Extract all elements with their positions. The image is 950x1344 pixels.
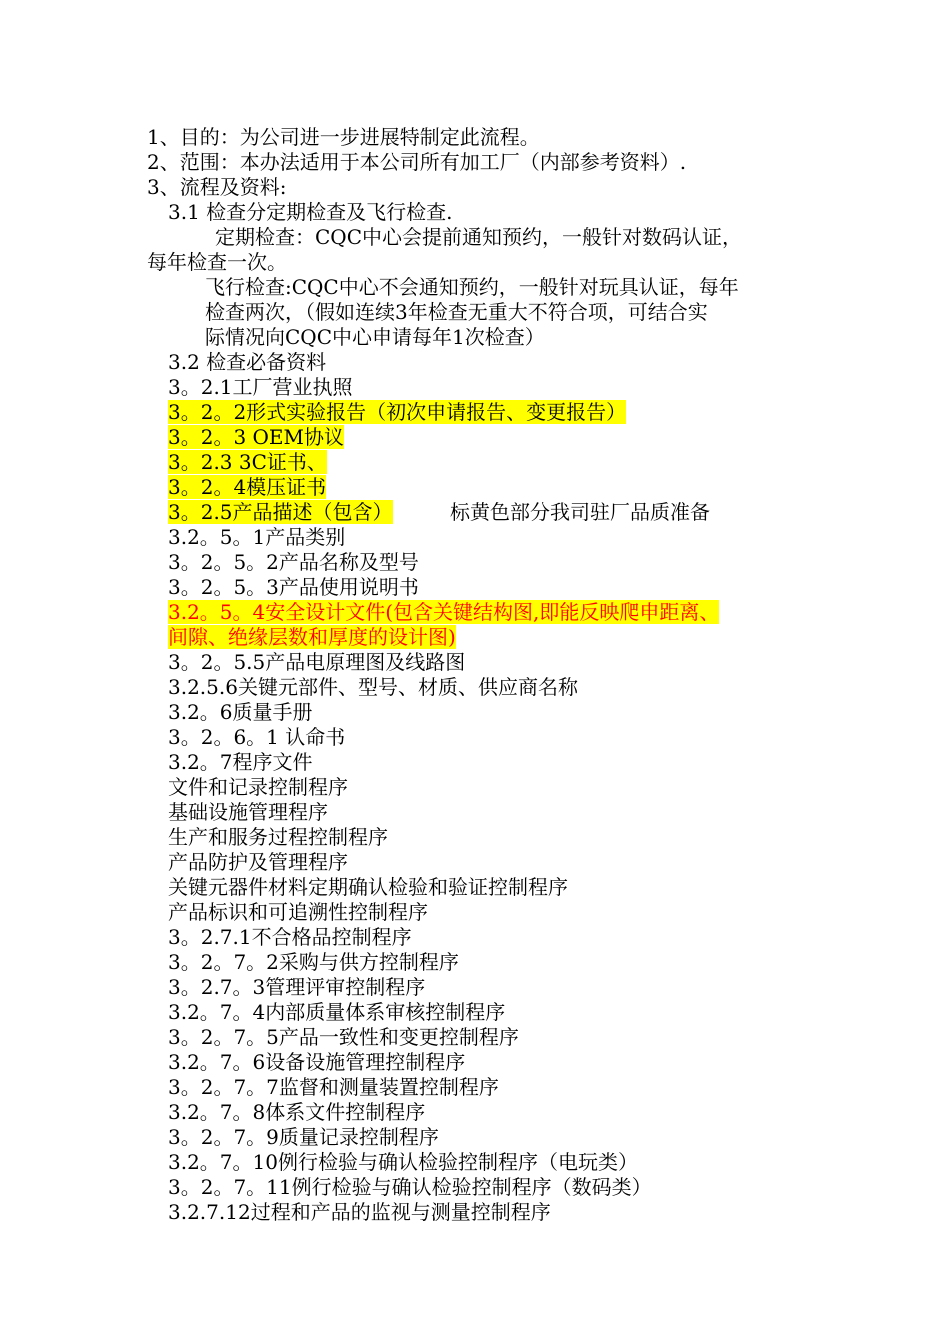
procedure-infrastructure: 基础设施管理程序 [168,800,328,824]
procedure-identification: 产品标识和可追溯性控制程序 [168,900,428,924]
item-3-2-1: 3。2.1工厂营业执照 [168,375,353,399]
process-line: 3、流程及资料: [147,175,287,199]
item-3-2-7-2: 3。2。7。2采购与供方控制程序 [168,950,459,974]
highlighted-text: 3。2。4模压证书 [168,475,327,499]
item-3-2-5-2: 3。2。5。2产品名称及型号 [168,550,419,574]
procedure-documents: 文件和记录控制程序 [168,775,348,799]
regular-check-line-2: 每年检查一次。 [147,250,287,274]
flight-check-line-1: 飞行检查:CQC中心不会通知预约，一般针对玩具认证，每年 [205,275,739,299]
yellow-note: 标黄色部分我司驻厂品质准备 [450,500,710,524]
highlighted-text: 3。2.3 3C证书、 [168,450,327,474]
item-3-2-7-6: 3.2。7。6设备设施管理控制程序 [168,1050,466,1074]
procedure-protection: 产品防护及管理程序 [168,850,348,874]
procedure-key-components: 关键元器件材料定期确认检验和验证控制程序 [168,875,568,899]
item-3-2-7-4: 3.2。7。4内部质量体系审核控制程序 [168,1000,506,1024]
item-3-2-7-10: 3.2。7。10例行检验与确认检验控制程序（电玩类） [168,1150,638,1174]
highlighted-red-text: 3.2。5。4安全设计文件(包含关键结构图,即能反映爬申距离、 [168,600,720,624]
item-3-2-3 [168,425,344,450]
scope-line: 2、范围：本办法适用于本公司所有加工厂（内部参考资料）. [147,150,687,174]
regular-check-line-1: 定期检查：CQC中心会提前通知预约，一般针对数码认证， [215,225,743,249]
item-3-2-3b [168,450,327,475]
item-3-2-6-1: 3。2。6。1 认命书 [168,725,346,749]
item-3-2-7-9: 3。2。7。9质量记录控制程序 [168,1125,439,1149]
item-3-2-7-3: 3。2.7。3管理评审控制程序 [168,975,426,999]
item-3-2-5-6: 3.2.5.6关键元部件、型号、材质、供应商名称 [168,675,578,699]
procedure-production: 生产和服务过程控制程序 [168,825,388,849]
flight-check-line-2: 检查两次，（假如连续3年检查无重大不符合项，可结合实 [205,300,708,324]
item-3-2-7-7: 3。2。7。7监督和测量装置控制程序 [168,1075,499,1099]
item-3-2-5-5: 3。2。5.5产品电原理图及线路图 [168,650,466,674]
flight-check-line-3: 际情况向CQC中心申请每年1次检查） [205,325,545,349]
item-3-2-6: 3.2。6质量手册 [168,700,313,724]
highlighted-text: 3。2。2形式实验报告（初次申请报告、变更报告） [168,400,627,424]
highlighted-text: 3。2.5产品描述（包含） [168,500,393,524]
item-3-2-5-1: 3.2。5。1产品类别 [168,525,346,549]
section-3-1: 3.1 检查分定期检查及飞行检查. [168,200,453,224]
item-3-2-4 [168,475,326,500]
item-3-2-2 [168,400,626,425]
item-3-2-7-5: 3。2。7。5产品一致性和变更控制程序 [168,1025,519,1049]
item-3-2-7-12: 3.2.7.12过程和产品的监视与测量控制程序 [168,1200,551,1224]
item-3-2-5-3: 3。2。5。3产品使用说明书 [168,575,419,599]
item-3-2-7-8: 3.2。7。8体系文件控制程序 [168,1100,426,1124]
purpose-line: 1、目的：为公司进一步进展特制定此流程。 [147,125,540,149]
highlighted-red-text: 间隙、绝缘层数和厚度的设计图) [168,625,456,649]
item-3-2-7: 3.2。7程序文件 [168,750,313,774]
item-3-2-5-4-line-2 [168,625,456,650]
item-3-2-5 [168,500,393,525]
item-3-2-7-11: 3。2。7。11例行检验与确认检验控制程序（数码类） [168,1175,652,1199]
item-3-2-5-4-line-1 [168,600,719,625]
item-3-2-7-1: 3。2.7.1不合格品控制程序 [168,925,412,949]
section-3-2: 3.2 检查必备资料 [168,350,327,374]
highlighted-text: 3。2。3 OEM协议 [168,425,345,449]
